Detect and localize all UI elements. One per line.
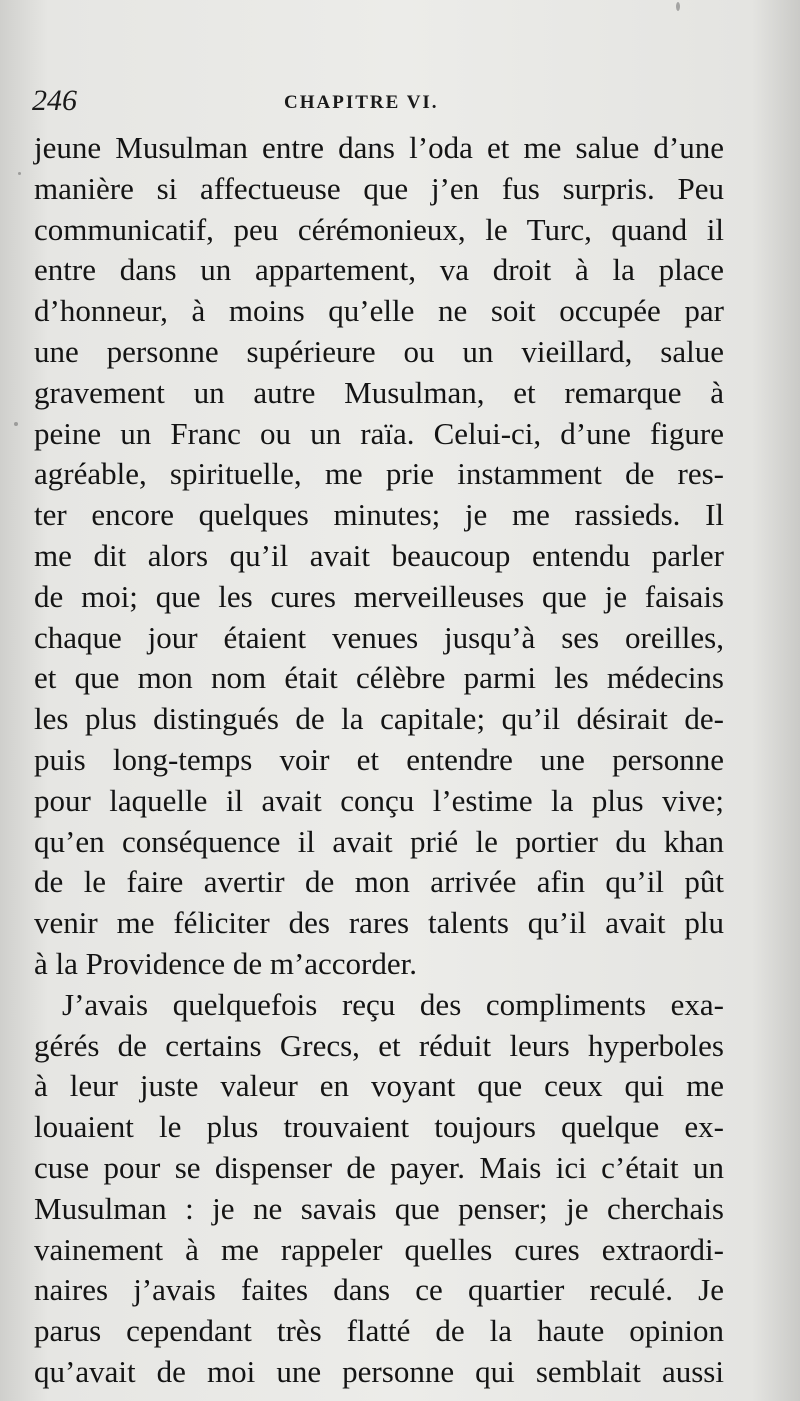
- text-line: jeune Musulman entre dans l’oda et me salue d’une: [34, 130, 724, 165]
- page-number: 246: [32, 84, 77, 117]
- text-line: naires j’avais faites dans ce quartier reculé. Je: [34, 1272, 724, 1308]
- text-line: me dit alors qu’il avait beaucoup entendu parler: [34, 537, 724, 573]
- text-line: à leur juste valeur en voyant que ceux qui me: [34, 1068, 724, 1104]
- text-line: de le faire avertir de mon arrivée afin qu’il pût: [34, 864, 724, 900]
- page-header: [32, 84, 760, 124]
- text-line: pour laquelle il avait conçu l’estime la plus vive;: [34, 782, 724, 818]
- text-line: vainement à me rappeler quelles cures extraordi-: [34, 1231, 724, 1267]
- ink-speck: [14, 422, 18, 426]
- text-line: louaient le plus trouvaient toujours quelque ex-: [34, 1109, 724, 1145]
- text-line: puis long-temps voir et entendre une personne: [34, 741, 724, 777]
- text-line: de moi; que les cures merveilleuses que je faisais: [34, 578, 724, 614]
- text-line: communicatif, peu cérémonieux, le Turc, quand il: [34, 211, 724, 247]
- running-head: CHAPITRE VI.: [284, 92, 439, 113]
- ink-speck: [676, 2, 680, 11]
- text-line: qu’avait de moi une personne qui semblait aussi: [34, 1353, 724, 1389]
- text-line: et que mon nom était célèbre parmi les médecins: [34, 660, 724, 696]
- text-line: gravement un autre Musulman, et remarque à: [34, 374, 724, 410]
- text-line: Musulman : je ne savais que penser; je cherchais: [34, 1190, 724, 1226]
- text-line: cuse pour se dispenser de payer. Mais ici c’était un: [34, 1149, 724, 1185]
- text-line: manière si affectueuse que j’en fus surpris. Peu: [34, 170, 724, 206]
- text-line: entre dans un appartement, va droit à la place: [34, 252, 724, 288]
- text-line: ter encore quelques minutes; je me rassieds. Il: [34, 497, 724, 533]
- text-line: chaque jour étaient venues jusqu’à ses oreilles,: [34, 619, 724, 655]
- text-line: d’honneur, à moins qu’elle ne soit occupée par: [34, 293, 724, 329]
- text-line: peine un Franc ou un raïa. Celui-ci, d’une figure: [34, 415, 724, 451]
- ink-speck: [18, 172, 21, 175]
- text-line: qu’en conséquence il avait prié le portier du khan: [34, 823, 724, 859]
- text-line: parus cependant très flatté de la haute opinion: [34, 1313, 724, 1349]
- text-line: venir me féliciter des rares talents qu’il avait plu: [34, 905, 724, 941]
- text-line: les plus distingués de la capitale; qu’il désirait de-: [34, 701, 724, 737]
- body-text: [34, 128, 724, 1393]
- text-line: agréable, spirituelle, me prie instamment de res-: [34, 456, 724, 492]
- text-line: J’avais quelquefois reçu des compliments exa-: [62, 986, 724, 1022]
- text-line: une personne supérieure ou un vieillard, salue: [34, 333, 724, 369]
- text-line: à la Providence de m’accorder.: [34, 945, 418, 981]
- text-line: gérés de certains Grecs, et réduit leurs hyperboles: [34, 1027, 724, 1063]
